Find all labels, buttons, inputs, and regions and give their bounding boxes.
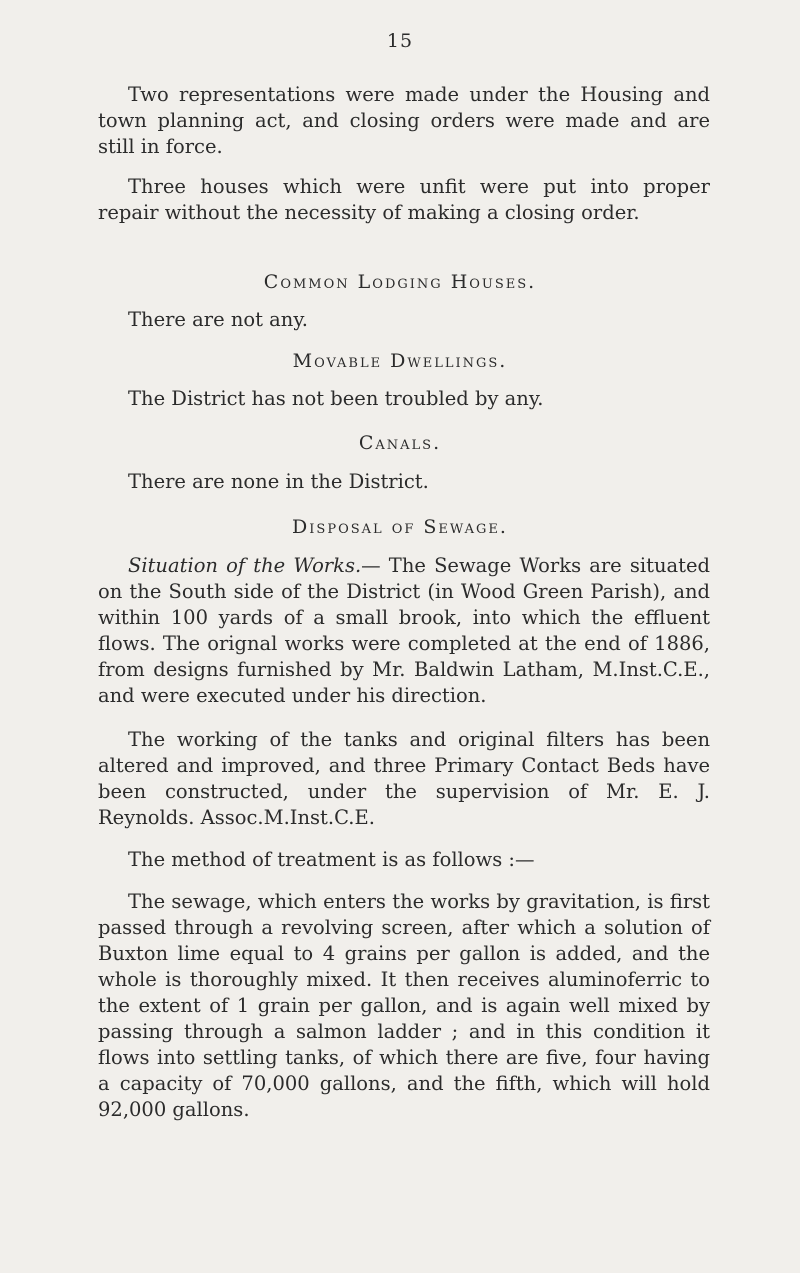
method-paragraph: The sewage, which enters the works by gravitation, is first passed through a revolving screen, after which a solution of Buxton lime equal to 4 grains per gallon is added, and the whole is thoroughly mixed. It then receives aluminoferric to the extent of 1 grain per gallon, and is again well mixed by passing through a salmon ladder ; and in this condition it flows into settling tanks, of which there are five, four having a capacity of 70,000 gallons, and the fifth, which will hold 92,000 gallons. <box>98 890 710 1121</box>
heading-movable-dwellings: Movable Dwellings. <box>292 350 508 372</box>
housing-section <box>98 82 710 226</box>
housing-paragraph-1: Two representations were made under the Housing and town planning act, and closing orders were made and are still in force. <box>98 83 710 158</box>
method-intro: The method of treatment is as follows :— <box>128 848 535 871</box>
heading-canals: Canals. <box>358 432 442 454</box>
situation-label: Situation of the Works. <box>128 554 362 577</box>
situation-paragraph <box>98 553 710 709</box>
housing-paragraph-2: Three houses which were unfit were put into proper repair without the necessity of making a closing order. <box>98 175 710 224</box>
page-number: 15 <box>386 30 414 52</box>
heading-disposal-of-sewage: Disposal of Sewage. <box>292 516 508 538</box>
common-lodging-houses-text: There are not any. <box>128 308 308 331</box>
canals-text: There are none in the District. <box>128 470 429 493</box>
heading-common-lodging-houses: Common Lodging Houses. <box>263 271 537 293</box>
sewage-section <box>98 553 710 1123</box>
situation-text: — The Sewage Works are situated on the South side of the District (in Wood Green Parish), and within 100 yards of a small brook, into which the effluent flows. The orignal works were completed at the end of 1886, from designs furnished by Mr. Baldwin Latham, M.Inst.C.E., and were executed under his direction. <box>98 554 710 707</box>
movable-dwellings-text: The District has not been troubled by any. <box>128 387 544 410</box>
working-paragraph: The working of the tanks and original filters has been altered and improved, and three Primary Contact Beds have been constructed, under the supervision of Mr. E. J. Reynolds. Assoc.M.Inst.C.E. <box>98 728 710 829</box>
